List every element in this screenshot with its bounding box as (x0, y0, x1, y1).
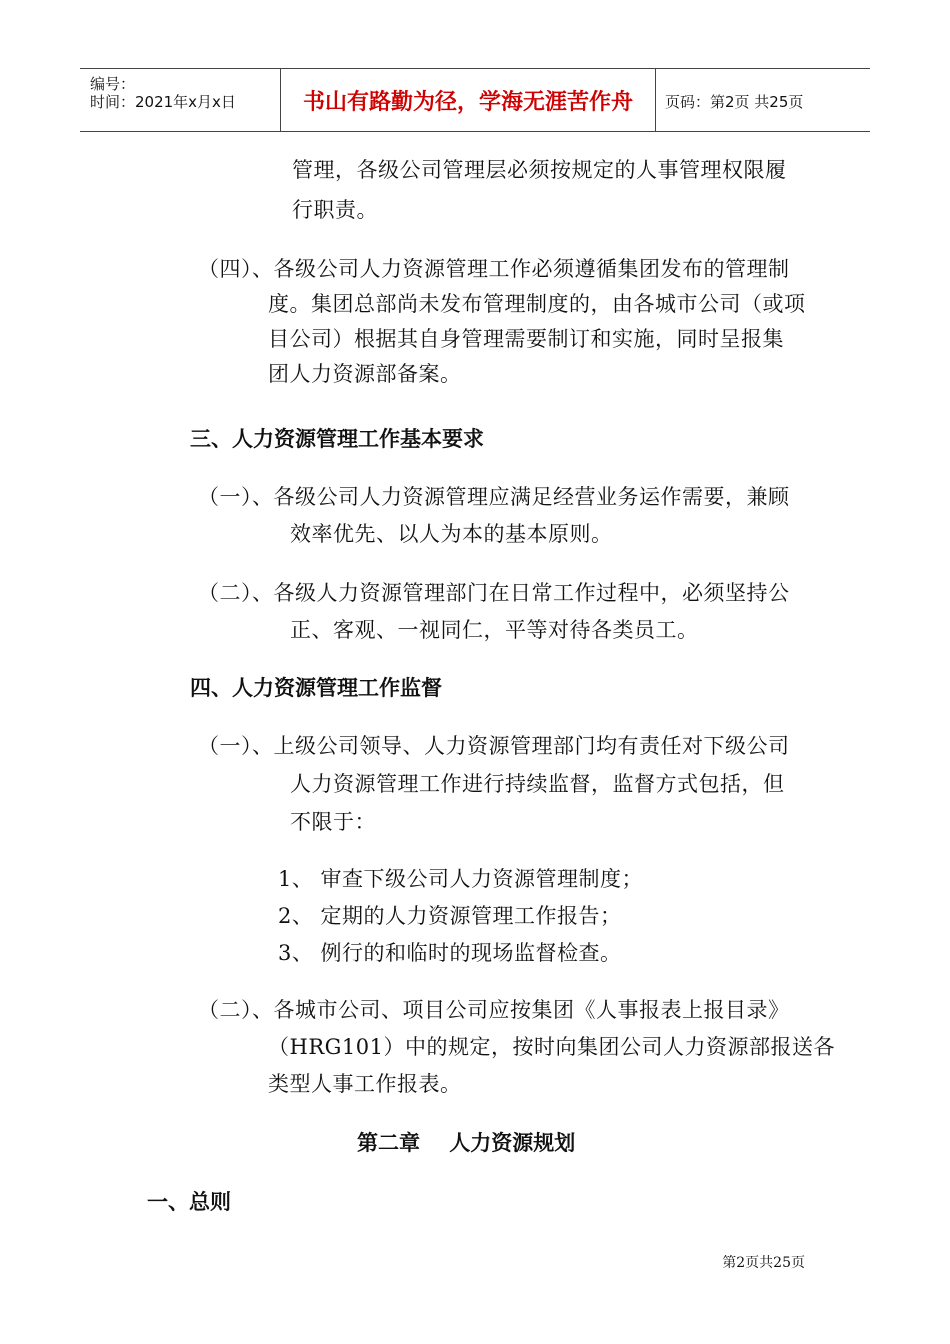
footer-page-number: 第2页共25页 (722, 1255, 805, 1271)
header-table (80, 68, 870, 132)
item-2-line: 正、客观、一视同仁，平等对待各类员工。 (290, 618, 699, 642)
list-item: 3、 例行的和临时的现场监督检查。 (278, 941, 622, 965)
item-b1-line: （一）、上级公司领导、人力资源管理部门均有责任对下级公司 (198, 734, 790, 758)
item-2-line: （二）、各级人力资源管理部门在日常工作过程中，必须坚持公 (198, 581, 790, 605)
item-b1-line: 不限于： (290, 810, 376, 834)
heading-section-3: 三、人力资源管理工作基本要求 (190, 427, 484, 451)
section-4-line: （四）、各级公司人力资源管理工作必须遵循集团发布的管理制 (198, 257, 790, 281)
section-4-line: 团人力资源部备案。 (268, 362, 462, 386)
chapter-title: 第二章 人力资源规划 (357, 1131, 576, 1155)
item-b2-line: 类型人事工作报表。 (268, 1072, 462, 1096)
item-1-line: 效率优先、以人为本的基本原则。 (290, 522, 613, 546)
heading-general: 一、总则 (147, 1190, 231, 1214)
heading-section-4: 四、人力资源管理工作监督 (190, 676, 442, 700)
header-left-cell (80, 69, 280, 131)
item-b2-line: （HRG101）中的规定，按时向集团公司人力资源部报送各 (268, 1035, 835, 1059)
list-item: 1、 审查下级公司人力资源管理制度； (278, 867, 644, 891)
item-1-line: （一）、各级公司人力资源管理应满足经营业务运作需要，兼顾 (198, 485, 790, 509)
document-time-label: 时间：2021年x月x日 (90, 93, 236, 111)
header-right-cell (655, 69, 870, 131)
item-b2-line: （二）、各城市公司、项目公司应按集团《人事报表上报目录》 (198, 998, 790, 1022)
document-number-label: 编号： (90, 75, 136, 93)
header-motto: 书山有路勤为径，学海无涯苦作舟 (302, 90, 633, 115)
paragraph-line: 管理，各级公司管理层必须按规定的人事管理权限履 (292, 158, 787, 182)
header-middle-cell (280, 69, 656, 131)
paragraph-line: 行职责。 (292, 198, 378, 222)
header-page-number: 页码：第2页 共25页 (665, 93, 804, 111)
item-b1-line: 人力资源管理工作进行持续监督，监督方式包括，但 (290, 772, 785, 796)
list-item: 2、 定期的人力资源管理工作报告； (278, 904, 622, 928)
section-4-line: 度。集团总部尚未发布管理制度的，由各城市公司（或项 (268, 292, 806, 316)
section-4-line: 目公司）根据其自身管理需要制订和实施，同时呈报集 (268, 327, 784, 351)
